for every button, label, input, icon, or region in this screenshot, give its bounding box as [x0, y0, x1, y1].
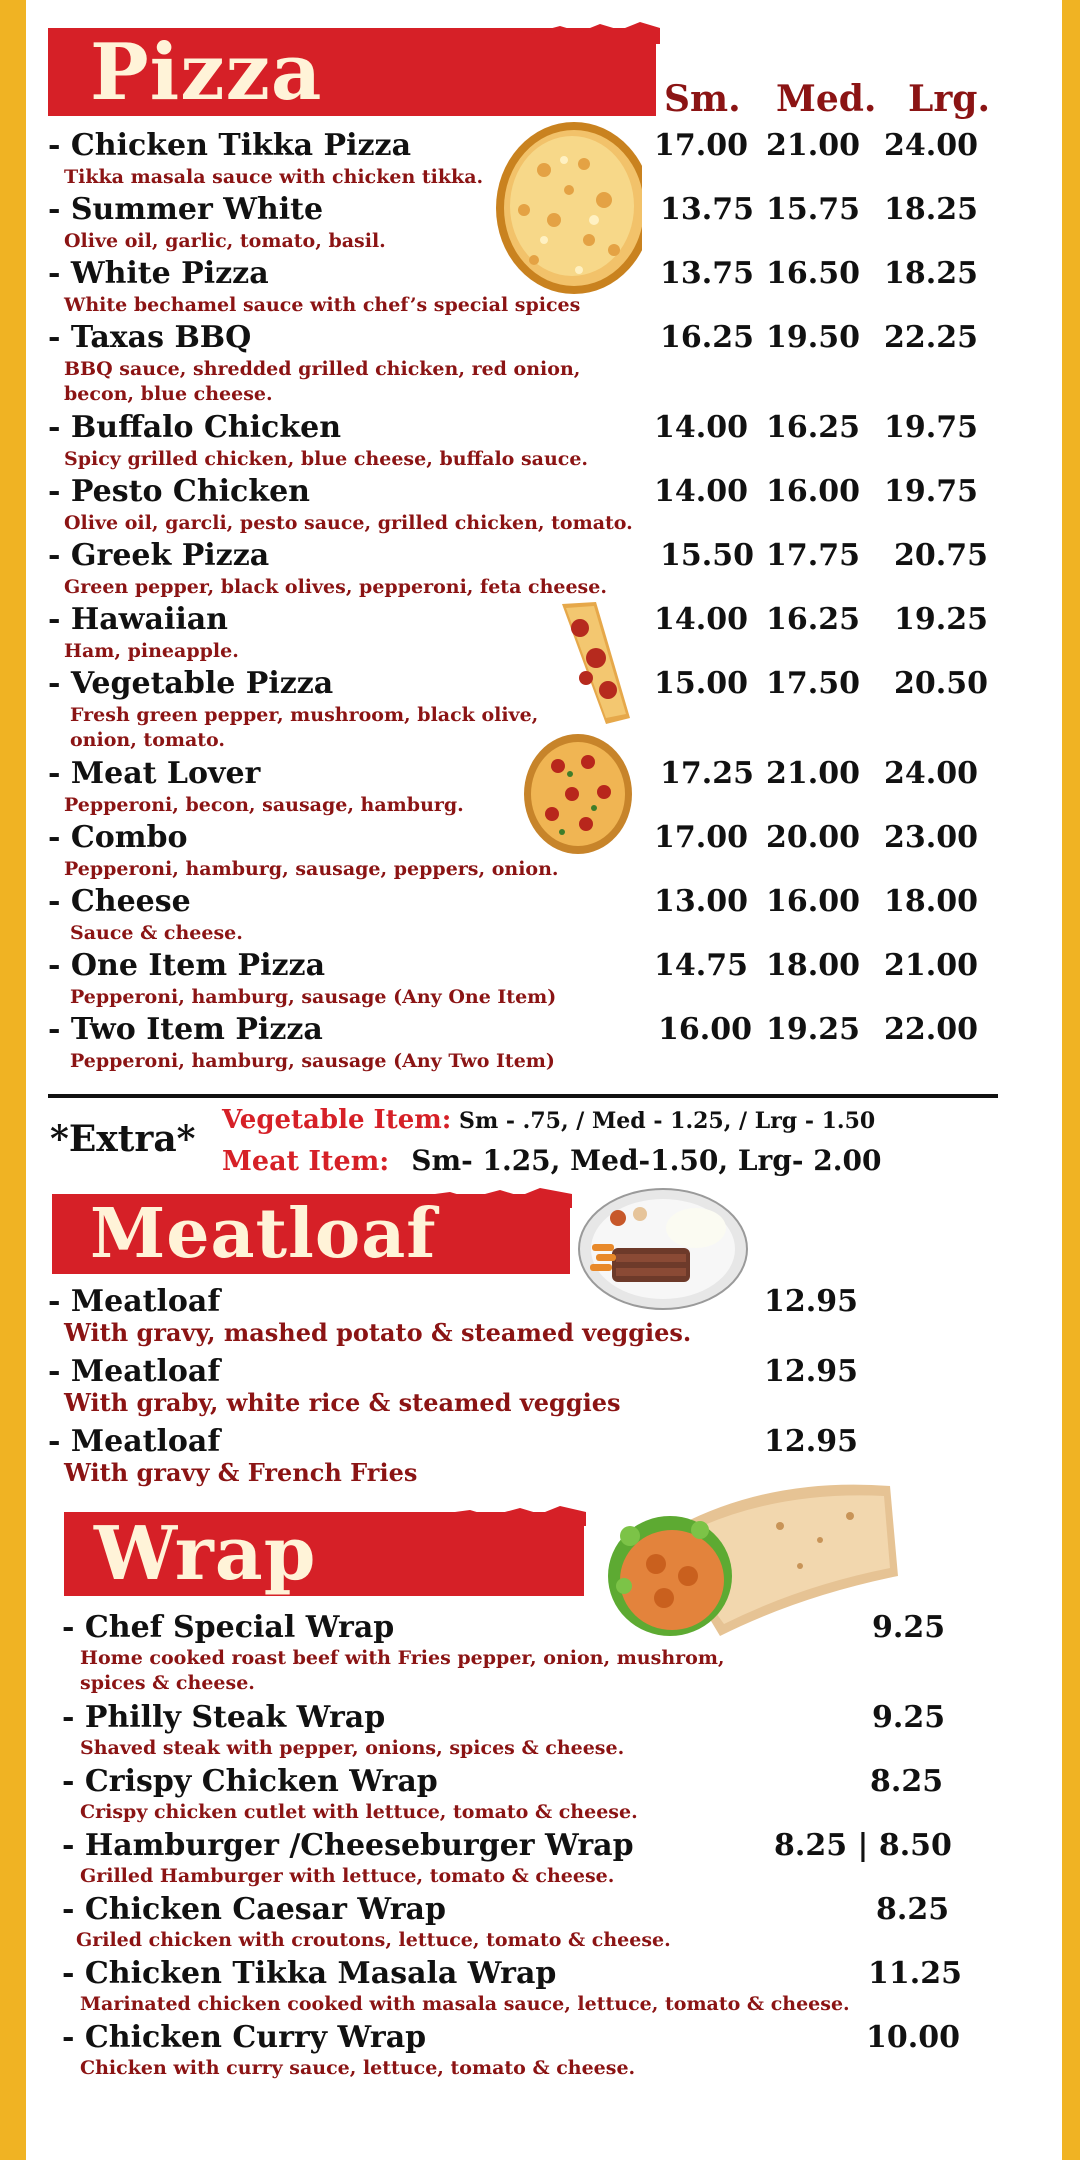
- pizza-price-med: 19.50: [766, 320, 860, 355]
- pizza-price-sm: 13.75: [660, 192, 754, 227]
- wrap-item-name: - Philly Steak Wrap: [62, 1700, 386, 1735]
- meatloaf-item: [0, 1284, 1080, 1350]
- wrap-item: [0, 1764, 1080, 1826]
- pizza-price-med: 15.75: [766, 192, 860, 227]
- wrap-item-description: Chicken with curry sauce, lettuce, tomato & cheese.: [80, 2057, 636, 2079]
- pizza-price-sm: 13.75: [660, 256, 754, 291]
- pizza-price-sm: 17.25: [660, 756, 754, 791]
- pizza-item: [0, 666, 1080, 752]
- pizza-price-sm: 14.00: [654, 474, 748, 509]
- pizza-item-name: - One Item Pizza: [48, 948, 326, 983]
- pizza-price-lrg: 22.25: [884, 320, 978, 355]
- pizza-item: [0, 474, 1080, 536]
- extra-meat-label: Meat Item:: [222, 1146, 390, 1177]
- size-large-label: Lrg.: [908, 78, 990, 120]
- pizza-item-name: - Greek Pizza: [48, 538, 270, 573]
- pizza-item-description: Pepperoni, hamburg, sausage, peppers, onion.: [64, 858, 559, 880]
- pizza-price-lrg: 20.75: [894, 538, 988, 573]
- meatloaf-banner-edge: [420, 1186, 572, 1208]
- wrap-item-name: - Hamburger /Cheeseburger Wrap: [62, 1828, 634, 1863]
- meatloaf-price: 12.95: [764, 1354, 858, 1389]
- meatloaf-price: 12.95: [764, 1284, 858, 1319]
- pizza-price-lrg: 24.00: [884, 756, 978, 791]
- pizza-item-name: - Two Item Pizza: [48, 1012, 323, 1047]
- pizza-item: [0, 884, 1080, 946]
- pizza-banner-edge: [470, 20, 660, 44]
- pizza-item-name: - Vegetable Pizza: [48, 666, 334, 701]
- pizza-price-med: 16.00: [766, 884, 860, 919]
- wrap-price: 11.25: [868, 1956, 962, 1991]
- pizza-item: [0, 756, 1080, 818]
- extra-vegetable: [222, 1105, 875, 1135]
- pizza-item: [0, 410, 1080, 472]
- pizza-price-sm: 15.00: [654, 666, 748, 701]
- wrap-item: [0, 1892, 1080, 1954]
- pizza-price-med: 16.50: [766, 256, 860, 291]
- pizza-item-name: - Cheese: [48, 884, 191, 919]
- size-small-label: Sm.: [664, 78, 741, 120]
- wrap-item: [0, 2020, 1080, 2082]
- meatloaf-item-name: - Meatloaf: [48, 1354, 221, 1389]
- pizza-item: [0, 948, 1080, 1010]
- pizza-price-med: 21.00: [766, 128, 860, 163]
- extra-label: *Extra*: [50, 1118, 196, 1160]
- pizza-price-lrg: 22.00: [884, 1012, 978, 1047]
- pizza-item-name: - Combo: [48, 820, 188, 855]
- wrap-item-name: - Chicken Tikka Masala Wrap: [62, 1956, 557, 1991]
- wrap-item-name: - Crispy Chicken Wrap: [62, 1764, 438, 1799]
- meatloaf-item-name: - Meatloaf: [48, 1284, 221, 1319]
- pizza-item: [0, 128, 1080, 190]
- pizza-item: [0, 256, 1080, 318]
- pizza-item-description: Fresh green pepper, mushroom, black olive, onion, tomato.: [70, 704, 539, 751]
- pizza-item-name: - Pesto Chicken: [48, 474, 310, 509]
- pizza-item-description: Ham, pineapple.: [64, 640, 239, 662]
- wrap-price: 10.00: [866, 2020, 960, 2055]
- wrap-item-description: Crispy chicken cutlet with lettuce, tomato & cheese.: [80, 1801, 638, 1823]
- pizza-price-sm: 14.75: [654, 948, 748, 983]
- meatloaf-item: [0, 1424, 1080, 1490]
- pizza-item-description: Sauce & cheese.: [70, 922, 243, 944]
- extra-meat: [222, 1144, 881, 1177]
- pizza-item: [0, 820, 1080, 882]
- pizza-item: [0, 1012, 1080, 1074]
- pizza-item-description: Olive oil, garcli, pesto sauce, grilled chicken, tomato.: [64, 512, 633, 534]
- pizza-item-name: - Buffalo Chicken: [48, 410, 342, 445]
- wrap-item-description: Griled chicken with croutons, lettuce, tomato & cheese.: [76, 1929, 671, 1951]
- wrap-price: 9.25: [872, 1610, 946, 1645]
- wrap-item-description: Shaved steak with pepper, onions, spices & cheese.: [80, 1737, 625, 1759]
- pizza-price-lrg: 18.00: [884, 884, 978, 919]
- pizza-price-med: 18.00: [766, 948, 860, 983]
- wrap-item-description: Marinated chicken cooked with masala sauce, lettuce, tomato & cheese.: [80, 1993, 850, 2015]
- pizza-price-med: 21.00: [766, 756, 860, 791]
- pizza-item-description: Tikka masala sauce with chicken tikka.: [64, 166, 484, 188]
- wrap-item-name: - Chicken Caesar Wrap: [62, 1892, 446, 1927]
- pizza-price-med: 16.25: [766, 602, 860, 637]
- pizza-price-sm: 15.50: [660, 538, 754, 573]
- pizza-price-sm: 14.00: [654, 410, 748, 445]
- wrap-item-name: - Chef Special Wrap: [62, 1610, 395, 1645]
- pizza-price-sm: 17.00: [654, 820, 748, 855]
- wrap-item: [0, 1610, 1080, 1696]
- pizza-price-lrg: 24.00: [884, 128, 978, 163]
- pizza-price-med: 17.75: [766, 538, 860, 573]
- pizza-item-name: - White Pizza: [48, 256, 269, 291]
- pizza-item: [0, 538, 1080, 600]
- pizza-item-description: BBQ sauce, shredded grilled chicken, red onion, becon, blue cheese.: [64, 358, 581, 405]
- meatloaf-item-name: - Meatloaf: [48, 1424, 221, 1459]
- pizza-title: Pizza: [90, 26, 323, 118]
- pizza-price-lrg: 19.25: [894, 602, 988, 637]
- pizza-item-description: Spicy grilled chicken, blue cheese, buffalo sauce.: [64, 448, 589, 470]
- wrap-price: 8.25: [876, 1892, 950, 1927]
- meatloaf-item-description: With graby, white rice & steamed veggies: [64, 1388, 621, 1417]
- pizza-price-lrg: 21.00: [884, 948, 978, 983]
- meatloaf-item: [0, 1354, 1080, 1420]
- pizza-item-name: - Meat Lover: [48, 756, 261, 791]
- size-header: [664, 78, 1004, 122]
- section-divider: [48, 1094, 998, 1098]
- wrap-price: 9.25: [872, 1700, 946, 1735]
- wrap-price: 8.25 | 8.50: [774, 1828, 952, 1863]
- pizza-item: [0, 602, 1080, 664]
- pizza-price-med: 17.50: [766, 666, 860, 701]
- pizza-price-lrg: 20.50: [894, 666, 988, 701]
- pizza-price-med: 16.00: [766, 474, 860, 509]
- pizza-price-lrg: 18.25: [884, 192, 978, 227]
- pizza-price-med: 19.25: [766, 1012, 860, 1047]
- pizza-price-lrg: 19.75: [884, 474, 978, 509]
- pizza-item-description: Pepperoni, hamburg, sausage (Any Two Item): [70, 1050, 555, 1072]
- pizza-price-sm: 13.00: [654, 884, 748, 919]
- pizza-item-name: - Hawaiian: [48, 602, 228, 637]
- extra-vegetable-label: Vegetable Item:: [222, 1105, 452, 1135]
- pizza-item-name: - Summer White: [48, 192, 324, 227]
- wrap-item-name: - Chicken Curry Wrap: [62, 2020, 427, 2055]
- pizza-item-name: - Chicken Tikka Pizza: [48, 128, 412, 163]
- pizza-price-med: 16.25: [766, 410, 860, 445]
- meatloaf-title: Meatloaf: [90, 1194, 437, 1274]
- pizza-item-name: - Taxas BBQ: [48, 320, 252, 355]
- wrap-item: [0, 1700, 1080, 1762]
- pizza-price-sm: 16.25: [660, 320, 754, 355]
- pizza-item: [0, 192, 1080, 254]
- pizza-price-lrg: 23.00: [884, 820, 978, 855]
- extra-meat-value: Sm- 1.25, Med-1.50, Lrg- 2.00: [411, 1144, 882, 1177]
- pizza-item-description: Green pepper, black olives, pepperoni, feta cheese.: [64, 576, 607, 598]
- wrap-item: [0, 1956, 1080, 2018]
- size-medium-label: Med.: [776, 78, 877, 120]
- wrap-item-description: Home cooked roast beef with Fries pepper, onion, mushrom, spices & cheese.: [80, 1647, 725, 1694]
- pizza-price-sm: 17.00: [654, 128, 748, 163]
- pizza-item-description: Pepperoni, becon, sausage, hamburg.: [64, 794, 464, 816]
- wrap-banner-edge: [440, 1504, 586, 1526]
- pizza-price-lrg: 18.25: [884, 256, 978, 291]
- pizza-item: [0, 320, 1080, 406]
- pizza-price-lrg: 19.75: [884, 410, 978, 445]
- wrap-price: 8.25: [870, 1764, 944, 1799]
- wrap-item-description: Grilled Hamburger with lettuce, tomato & cheese.: [80, 1865, 615, 1887]
- pizza-item-description: Olive oil, garlic, tomato, basil.: [64, 230, 386, 252]
- pizza-price-med: 20.00: [766, 820, 860, 855]
- extra-vegetable-value: Sm - .75, / Med - 1.25, / Lrg - 1.50: [451, 1108, 876, 1134]
- meatloaf-price: 12.95: [764, 1424, 858, 1459]
- wrap-title: Wrap: [94, 1511, 317, 1597]
- meatloaf-item-description: With gravy, mashed potato & steamed veggies.: [64, 1318, 692, 1347]
- wrap-item: [0, 1828, 1080, 1890]
- pizza-price-sm: 16.00: [658, 1012, 752, 1047]
- pizza-price-sm: 14.00: [654, 602, 748, 637]
- pizza-item-description: White bechamel sauce with chef’s special spices: [64, 294, 581, 316]
- meatloaf-item-description: With gravy & French Fries: [64, 1458, 418, 1487]
- pizza-item-description: Pepperoni, hamburg, sausage (Any One Item): [70, 986, 557, 1008]
